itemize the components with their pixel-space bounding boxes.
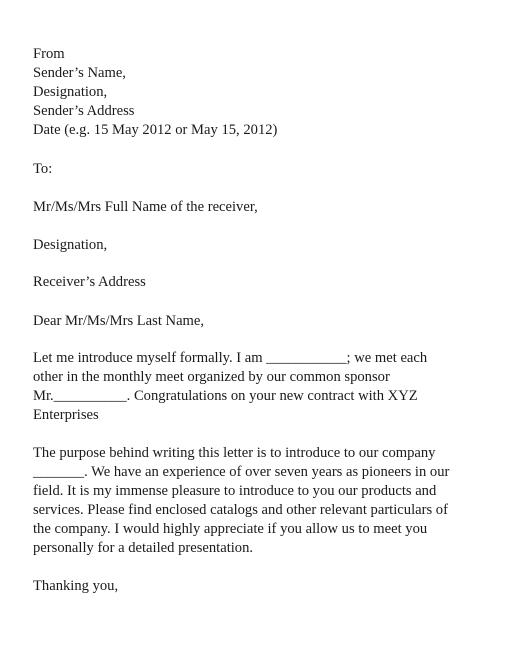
receiver-address: Receiver’s Address: [33, 274, 146, 290]
paragraph-line: _______. We have an experience of over seven years as pioneers in our: [33, 464, 450, 480]
paragraph-line: Let me introduce myself formally. I am ___________; we met each: [33, 350, 428, 366]
paragraph-line: The purpose behind writing this letter is to introduce to our company: [33, 445, 436, 461]
paragraph-line: Enterprises: [33, 407, 99, 423]
closing: Thanking you,: [33, 578, 119, 594]
letter-date: Date (e.g. 15 May 2012 or May 15, 2012): [33, 122, 278, 138]
paragraph-line: other in the monthly meet organized by our common sponsor: [33, 369, 390, 385]
sender-designation: Designation,: [33, 84, 108, 100]
paragraph-line: Mr.__________. Congratulations on your new contract with XYZ: [33, 388, 418, 404]
paragraph-line: field. It is my immense pleasure to introduce to you our products and: [33, 483, 437, 499]
sender-name: Sender’s Name,: [33, 65, 126, 81]
paragraph-line: personally for a detailed presentation.: [33, 540, 254, 556]
paragraph-line: the company. I would highly appreciate if you allow us to meet you: [33, 521, 428, 537]
receiver-name: Mr/Ms/Mrs Full Name of the receiver,: [33, 199, 258, 215]
sender-address: Sender’s Address: [33, 103, 135, 119]
receiver-designation: Designation,: [33, 237, 108, 253]
salutation: Dear Mr/Ms/Mrs Last Name,: [33, 313, 205, 329]
to-label: To:: [33, 161, 53, 177]
sender-from: From: [33, 46, 65, 62]
paragraph-line: services. Please find enclosed catalogs and other relevant particulars of: [33, 502, 448, 518]
